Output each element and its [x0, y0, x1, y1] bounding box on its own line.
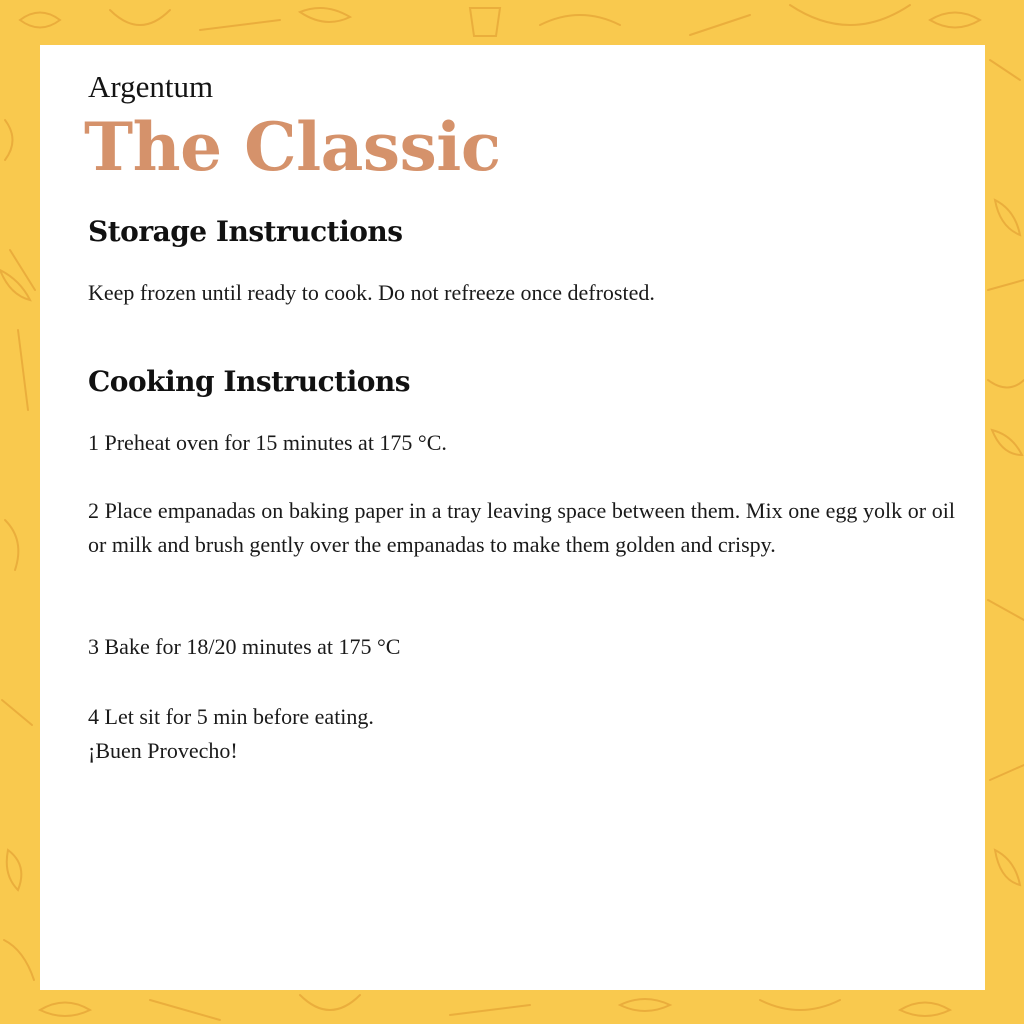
closing-greeting: ¡Buen Provecho!	[88, 738, 238, 763]
line-doodle	[988, 280, 1024, 290]
cooking-step-2: 2 Place empanadas on baking paper in a tray leaving space between them. Mix one egg yolk or oil or milk and brush gently over the empanadas to make them golden and crispy.	[88, 498, 955, 557]
cooking-heading: Cooking Instructions	[88, 365, 411, 398]
line-doodle	[540, 15, 620, 25]
bowl-doodle	[300, 995, 360, 1010]
line-doodle	[450, 1005, 530, 1015]
leaf-doodle	[5, 120, 13, 160]
line-doodle	[150, 1000, 220, 1020]
line-doodle	[988, 600, 1024, 620]
line-doodle	[10, 250, 35, 290]
leaf-doodle	[995, 850, 1020, 885]
storage-text: Keep frozen until ready to cook. Do not refreeze once defrosted.	[88, 280, 655, 305]
leaf-doodle	[5, 520, 18, 570]
leaf-doodle	[900, 1003, 950, 1017]
line-doodle	[990, 60, 1020, 80]
leaf-doodle	[300, 8, 350, 22]
product-title: The Classic	[84, 108, 501, 186]
brand-name: Argentum	[88, 69, 214, 104]
bowl-doodle	[110, 10, 170, 25]
leaf-doodle	[7, 850, 22, 890]
line-doodle	[200, 20, 280, 30]
leaf-doodle	[620, 999, 670, 1011]
instructions-card	[40, 45, 985, 990]
cooking-step-3: 3 Bake for 18/20 minutes at 175 °C	[88, 634, 401, 659]
line-doodle	[690, 15, 750, 35]
leaf-doodle	[995, 200, 1020, 235]
storage-heading: Storage Instructions	[88, 215, 403, 248]
line-doodle	[760, 1000, 840, 1010]
cup-doodle	[470, 8, 500, 36]
line-doodle	[990, 765, 1024, 780]
leaf-doodle	[992, 430, 1022, 455]
line-doodle	[4, 940, 34, 980]
leaf-doodle	[930, 13, 980, 28]
leaf-doodle	[20, 13, 60, 28]
cooking-step-1: 1 Preheat oven for 15 minutes at 175 °C.	[88, 430, 447, 455]
pan-doodle	[790, 5, 910, 25]
knife-doodle	[18, 330, 28, 410]
cooking-step-4: 4 Let sit for 5 min before eating.	[88, 704, 374, 729]
line-doodle	[2, 700, 32, 725]
leaf-doodle	[40, 1003, 90, 1017]
line-doodle	[988, 380, 1024, 388]
